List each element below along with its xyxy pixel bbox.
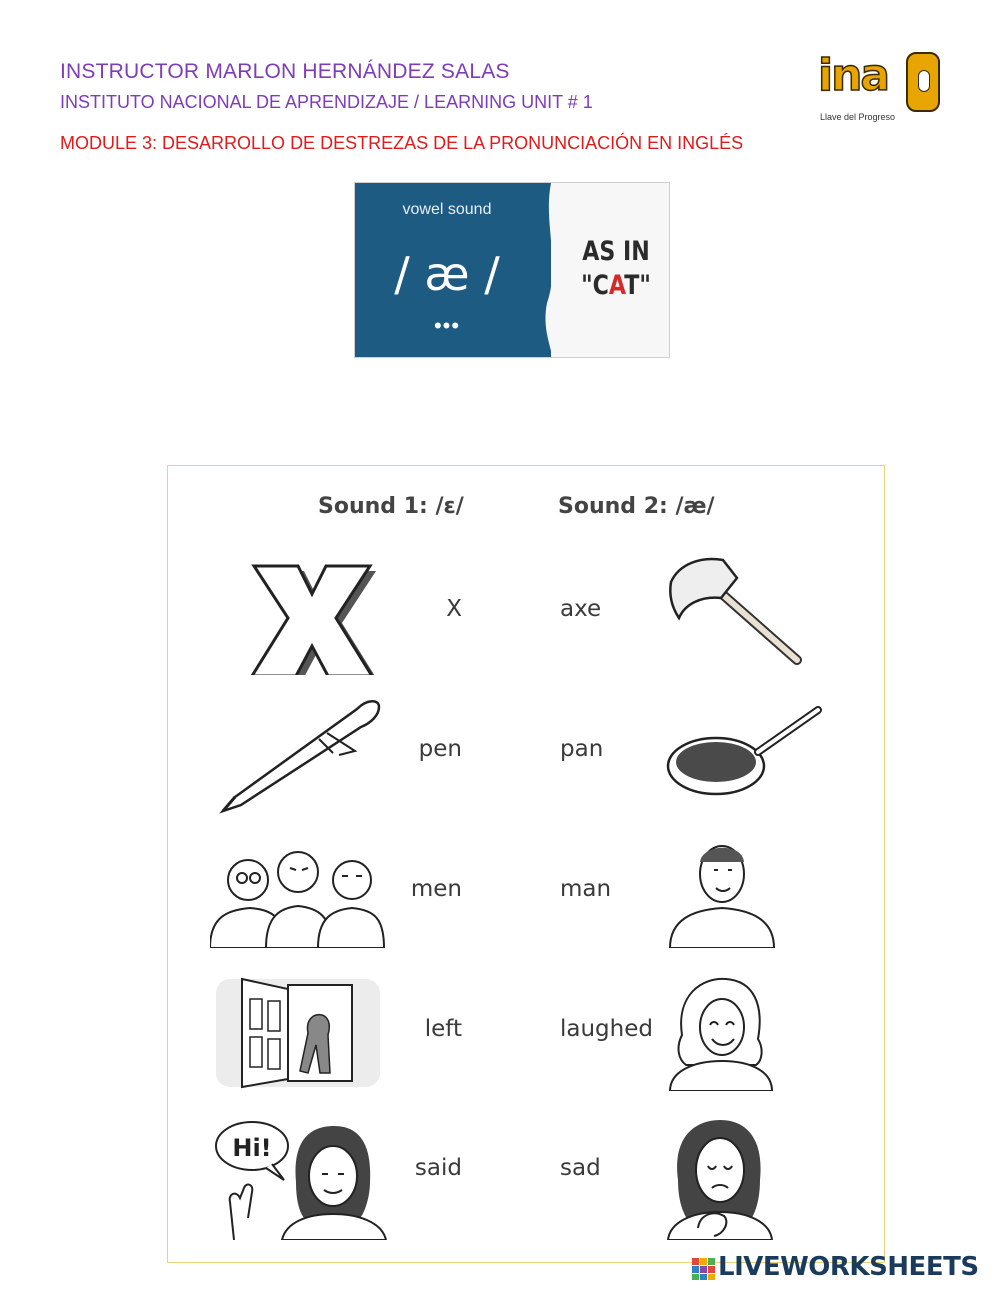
banner-dots: ••• xyxy=(433,313,461,338)
word-man: man xyxy=(560,876,612,902)
sad-woman-icon xyxy=(664,1116,776,1240)
banner-example xyxy=(571,235,661,303)
vowel-sound-banner xyxy=(354,182,670,358)
word-sad: sad xyxy=(560,1155,601,1181)
laughing-woman-icon xyxy=(666,975,776,1091)
key-icon xyxy=(906,52,940,112)
liveworksheets-logo-icon xyxy=(692,1258,716,1280)
logo-tagline: Llave del Progreso xyxy=(820,112,896,122)
sound1-heading: Sound 1: /ɛ/ xyxy=(318,494,464,519)
speech-bubble-text: Hi! xyxy=(232,1134,272,1162)
instructor-name: INSTRUCTOR MARLON HERNÁNDEZ SALAS xyxy=(60,60,510,83)
frying-pan-icon xyxy=(664,700,829,802)
word-x: X xyxy=(446,596,462,622)
word-pen: pen xyxy=(418,736,462,762)
word-pan: pan xyxy=(560,736,604,762)
sound2-heading: Sound 2: /æ/ xyxy=(558,494,715,519)
phonetic-symbol: / æ / xyxy=(394,247,500,301)
liveworksheets-text: LIVEWORKSHEETS xyxy=(718,1252,979,1282)
word-men: men xyxy=(410,876,462,902)
example-word: "CAT" xyxy=(581,270,651,301)
ina-logo xyxy=(818,52,940,126)
as-in-label: AS IN xyxy=(582,236,650,267)
word-laughed: laughed xyxy=(560,1016,653,1042)
word-left: left xyxy=(424,1016,462,1042)
institute-line: INSTITUTO NACIONAL DE APRENDIZAJE / LEARNING UNIT # 1 xyxy=(60,92,593,112)
word-said: said xyxy=(414,1155,462,1181)
module-title: MODULE 3: DESARROLLO DE DESTREZAS DE LA PRONUNCIACIÓN EN INGLÉS xyxy=(60,133,744,153)
word-axe: axe xyxy=(560,596,602,622)
man-portrait-icon xyxy=(668,836,776,948)
logo-brand: ina xyxy=(818,50,889,101)
highlight-letter: A xyxy=(608,270,625,301)
axe-icon xyxy=(665,552,810,672)
banner-caption: vowel sound xyxy=(402,201,492,218)
